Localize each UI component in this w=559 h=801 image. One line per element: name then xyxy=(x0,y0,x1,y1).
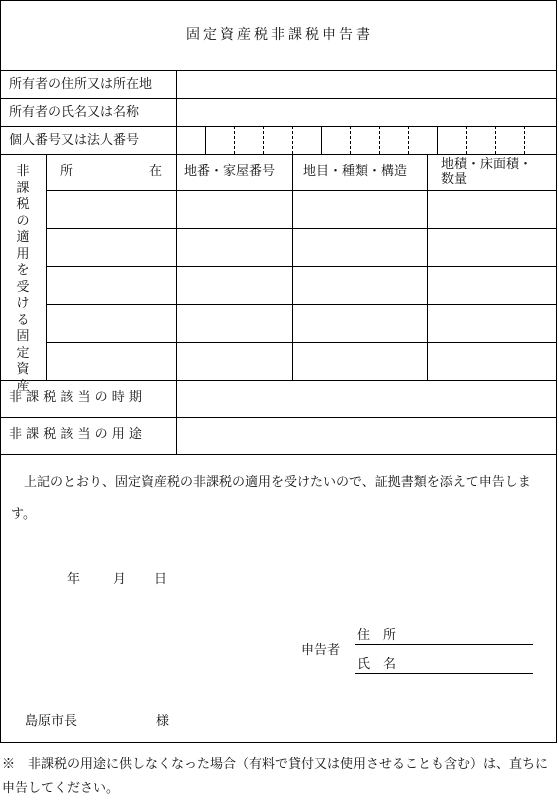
col-location-label-2: 在 xyxy=(149,164,163,179)
divider xyxy=(46,342,556,343)
applicant-name-line[interactable] xyxy=(355,673,533,674)
divider xyxy=(46,154,47,380)
owner-number-label: 個人番号又は法人番号 xyxy=(9,133,140,148)
divider xyxy=(292,154,293,380)
owner-address-label: 所有者の住所又は所在地 xyxy=(9,77,153,92)
period-label: 非 課 税 該 当 の 時 期 xyxy=(9,390,142,405)
usage-label: 非 課 税 該 当 の 用 途 xyxy=(9,427,142,442)
owner-address-field[interactable] xyxy=(177,71,556,98)
owner-name-label: 所有者の氏名又は名称 xyxy=(9,105,140,120)
col-type-label: 地目・種類・構造 xyxy=(303,164,408,179)
col-area-label-1: 地積・床面積・ xyxy=(441,157,533,172)
divider xyxy=(46,228,556,229)
date-year-label: 年 xyxy=(67,572,81,587)
period-field[interactable] xyxy=(177,381,556,417)
divider xyxy=(176,154,177,380)
footnote: ※ 非課税の用途に供しなくなった場合（有料で貸付又は使用させることも含む）は、直ちに申告してください。 xyxy=(2,757,549,796)
divider xyxy=(46,266,556,267)
owner-name-field[interactable] xyxy=(177,99,556,126)
form-title: 固定資産税非課税申告書 xyxy=(186,27,373,43)
divider xyxy=(46,190,556,191)
applicant-name-label: 氏 名 xyxy=(357,657,397,672)
divider xyxy=(1,154,556,155)
divider xyxy=(427,154,428,380)
applicant-address-label: 住 所 xyxy=(357,628,397,643)
owner-number-field[interactable] xyxy=(177,127,556,154)
applicant-label: 申告者 xyxy=(301,643,341,658)
col-lot-label: 地番・家屋番号 xyxy=(184,164,276,179)
date-day-label: 日 xyxy=(154,572,168,587)
property-side-label: 非課税の適用を受ける固定資産 xyxy=(16,164,30,394)
date-month-label: 月 xyxy=(113,572,127,587)
usage-field[interactable] xyxy=(177,418,556,454)
col-area-label-2: 数量 xyxy=(441,172,468,187)
addressee-office: 島原市長 xyxy=(25,714,78,729)
addressee-honorific: 様 xyxy=(156,714,170,729)
declaration-text: 上記のとおり、固定資産税の非課税の適用を受けたいので、証拠書類を添えて申告します。 xyxy=(11,475,531,522)
applicant-address-line[interactable] xyxy=(355,644,533,645)
divider xyxy=(1,454,556,455)
col-location-label-1: 所 xyxy=(60,164,74,179)
divider xyxy=(46,304,556,305)
